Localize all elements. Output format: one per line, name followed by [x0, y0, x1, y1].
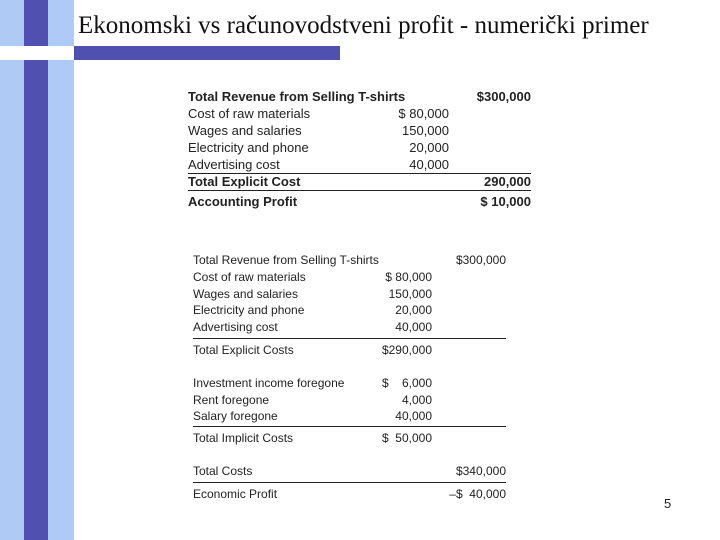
- cost-label: Wages and salaries: [188, 123, 302, 138]
- explicit-total-value: $290,000: [381, 343, 432, 357]
- accounting-profit-label: Accounting Profit: [188, 194, 298, 209]
- table-row: [188, 193, 531, 210]
- cost-label: Cost of raw materials: [193, 270, 306, 284]
- table-row: [188, 88, 531, 105]
- title-underline-gap: [0, 46, 74, 60]
- cost-label: Cost of raw materials: [188, 106, 311, 121]
- table-row: [193, 486, 506, 502]
- table-row: [193, 430, 506, 446]
- table-row: [188, 139, 531, 156]
- divider: [188, 190, 531, 191]
- table-row: [193, 392, 506, 408]
- cost-label: Advertising cost: [188, 157, 280, 172]
- cost-value: 150,000: [388, 287, 432, 301]
- explicit-total-label: Total Explicit Cost: [188, 174, 301, 189]
- implicit-cost-label: Salary foregone: [193, 409, 278, 423]
- table-row: [193, 375, 506, 391]
- cost-value: $ 80,000: [398, 106, 449, 121]
- divider: [193, 482, 506, 483]
- table-row: [188, 122, 531, 139]
- table-row: [193, 342, 506, 358]
- economic-profit-value: –$ 40,000: [449, 487, 506, 501]
- page-number: 5: [664, 496, 672, 511]
- total-costs-value: $340,000: [455, 464, 506, 478]
- cost-value: 40,000: [395, 320, 432, 334]
- left-decor-bar-light-2: [48, 0, 74, 540]
- table-row: [193, 408, 506, 424]
- total-costs-label: Total Costs: [193, 464, 253, 478]
- table-row: [188, 173, 531, 190]
- implicit-cost-label: Rent foregone: [193, 393, 270, 407]
- cost-value: 40,000: [409, 157, 449, 172]
- implicit-total-label: Total Implicit Costs: [193, 431, 294, 445]
- table-row: [193, 463, 506, 479]
- implicit-cost-value: 4,000: [401, 393, 432, 407]
- cost-value: 20,000: [409, 140, 449, 155]
- implicit-cost-value: 40,000: [395, 409, 432, 423]
- cost-label: Wages and salaries: [193, 287, 298, 301]
- explicit-total-value: 290,000: [484, 174, 531, 189]
- cost-value: $ 80,000: [385, 270, 432, 284]
- slide-title: Ekonomski vs računovodstveni profit - numerički primer: [78, 12, 649, 39]
- title-underline-bar: [0, 46, 340, 60]
- cost-label: Advertising cost: [193, 320, 278, 334]
- table-row: [193, 252, 506, 268]
- revenue-value: $300,000: [455, 253, 506, 267]
- divider: [193, 426, 506, 427]
- table-row: [193, 269, 506, 285]
- left-decor-bar-light: [0, 0, 24, 540]
- explicit-total-label: Total Explicit Costs: [193, 343, 294, 357]
- table-row: [193, 319, 506, 335]
- table-row: [193, 302, 506, 318]
- cost-value: 150,000: [402, 123, 449, 138]
- revenue-label: Total Revenue from Selling T-shirts: [188, 89, 406, 104]
- left-decor-bar-dark: [24, 0, 48, 540]
- cost-label: Electricity and phone: [193, 303, 305, 317]
- accounting-profit-value: $ 10,000: [480, 194, 531, 209]
- economic-profit-label: Economic Profit: [193, 487, 278, 501]
- cost-label: Electricity and phone: [188, 140, 309, 155]
- cost-value: 20,000: [395, 303, 432, 317]
- implicit-cost-value: $ 6,000: [381, 376, 432, 390]
- implicit-total-value: $ 50,000: [381, 431, 432, 445]
- title-underline-fill: [74, 46, 340, 60]
- revenue-value: $300,000: [476, 89, 531, 104]
- table-row: [193, 286, 506, 302]
- implicit-cost-label: Investment income foregone: [193, 376, 345, 390]
- divider: [193, 338, 506, 339]
- revenue-label: Total Revenue from Selling T-shirts: [193, 253, 379, 267]
- table-row: [188, 156, 531, 173]
- table-row: [188, 105, 531, 122]
